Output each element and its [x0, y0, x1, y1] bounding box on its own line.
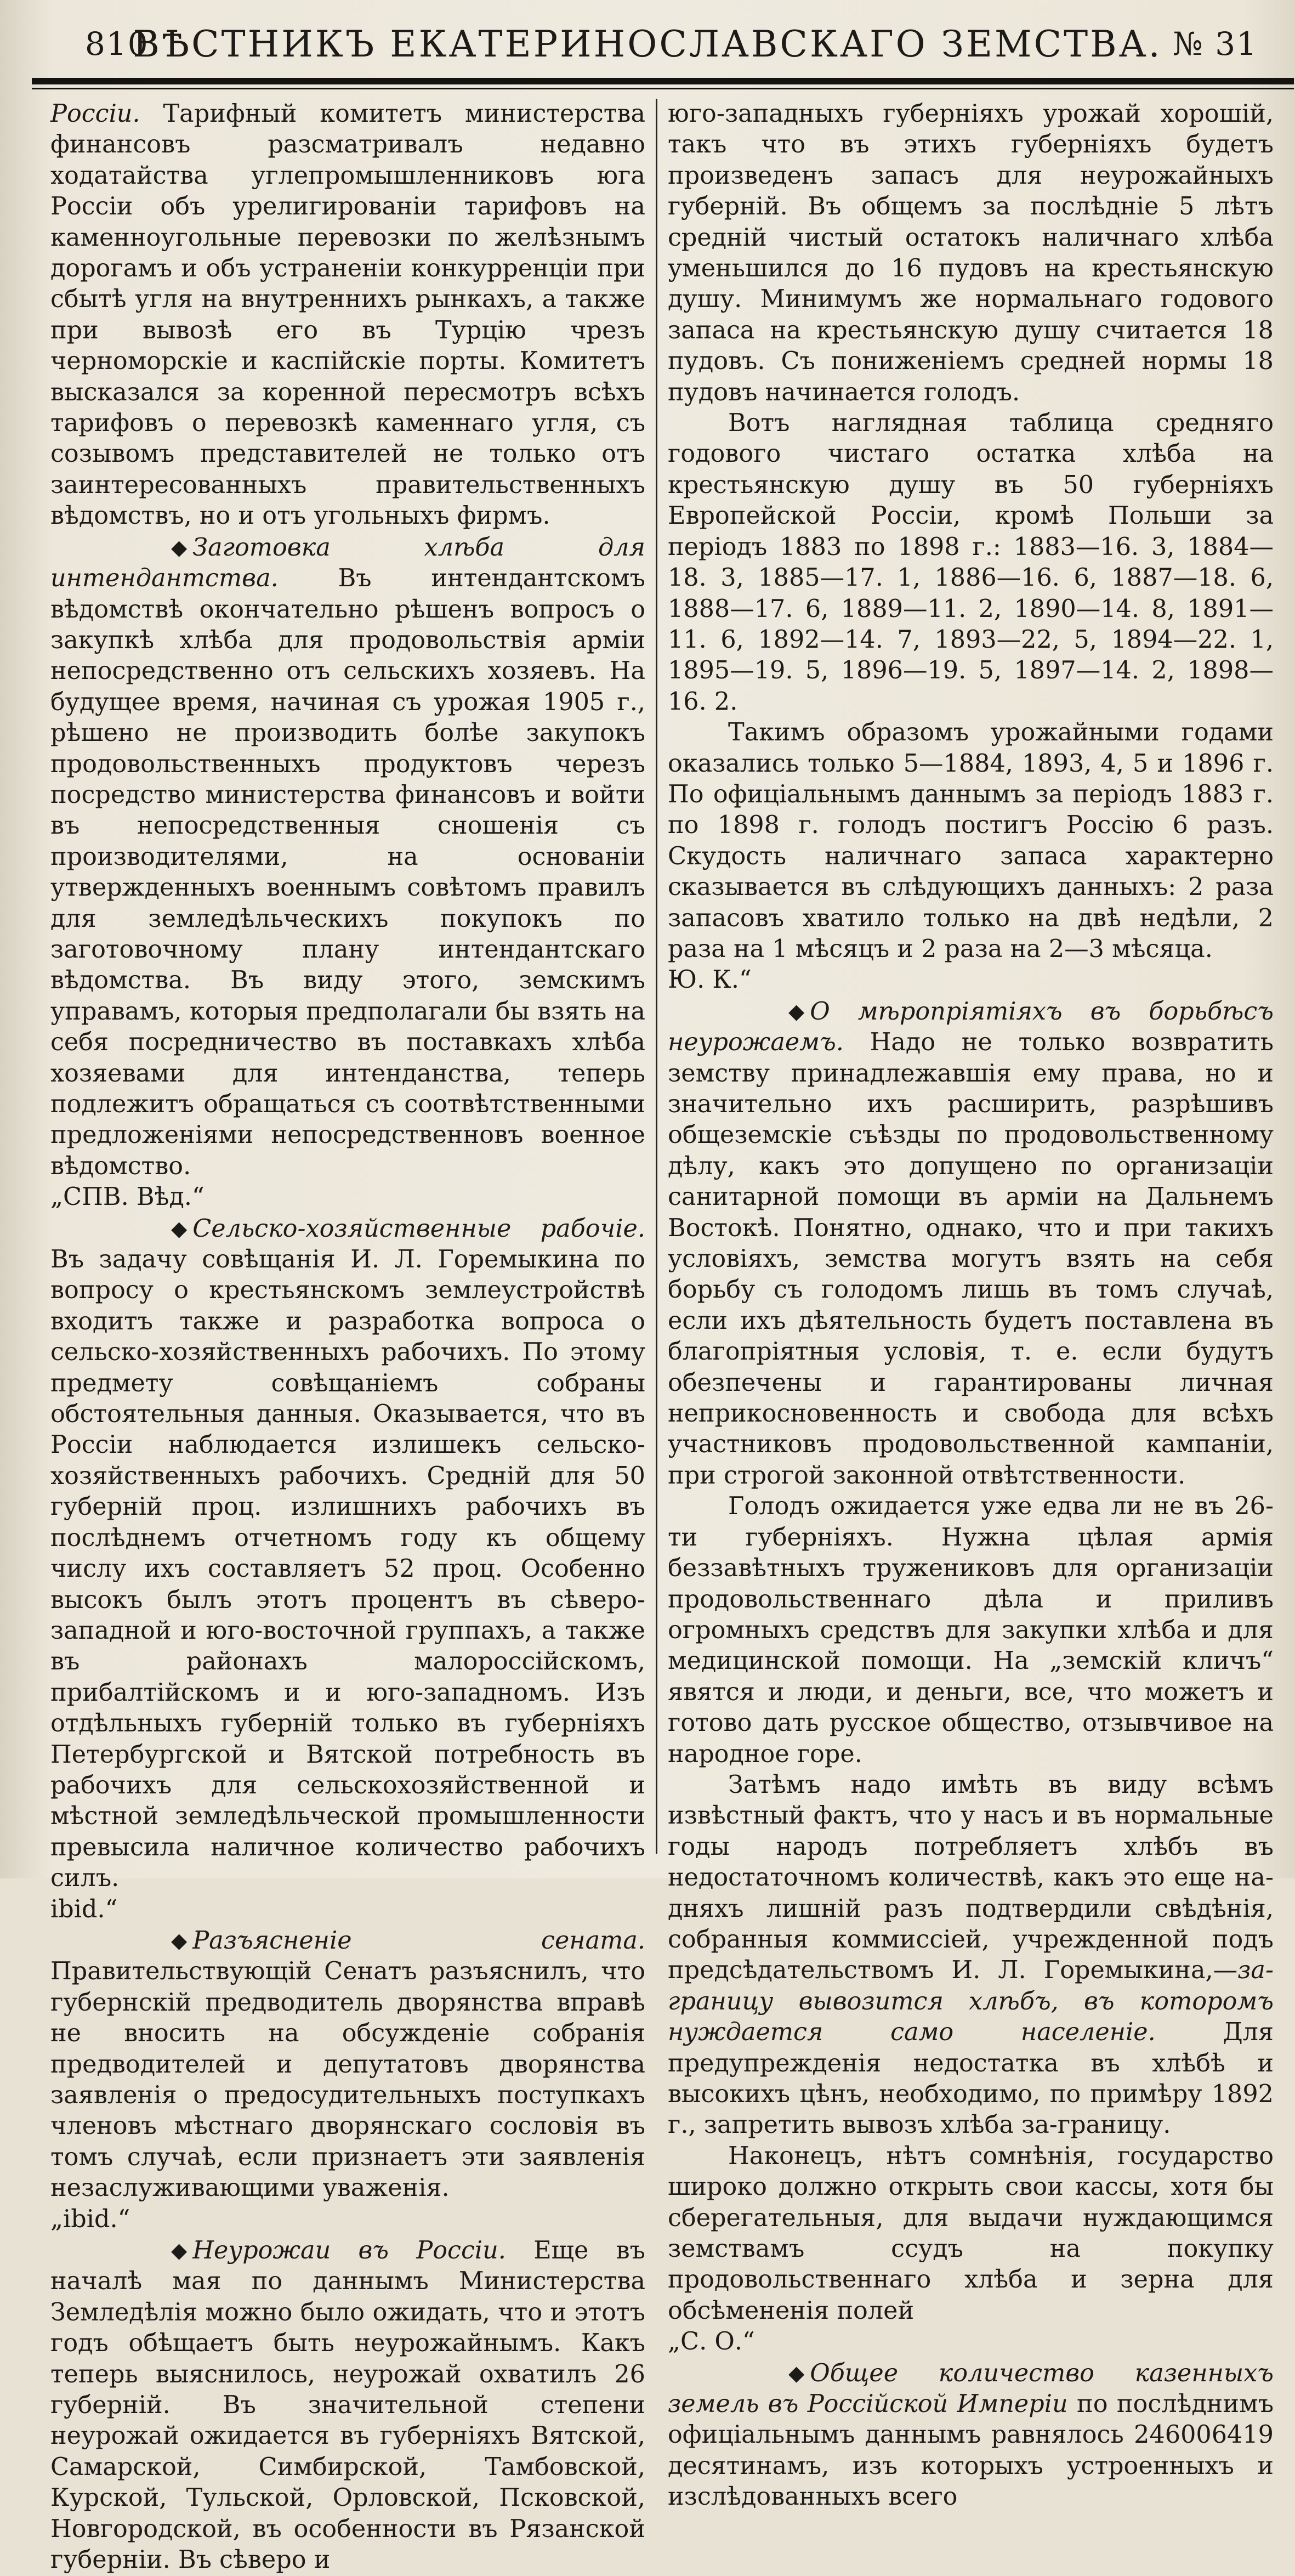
article-crop-failures — [50, 2235, 645, 2575]
header-rule-thick — [32, 78, 1294, 84]
state-loans-paragraph — [668, 2141, 1274, 2326]
left-column — [50, 99, 645, 2574]
article-signature: „ibid.“ — [50, 2205, 130, 2233]
grain-export-paragraph — [668, 1770, 1274, 2141]
diamond-bullet-icon: ◆ — [788, 999, 805, 1023]
article-text: юго-западныхъ губерніяхъ урожай хорошій, такъ что въ этихъ губерніяхъ будетъ произведенъ запасъ для неурожайныхъ губерній. Въ общемъ за послѣдніе 5 лѣтъ средній чистый остатокъ наличнаго хлѣба уменьшился до 16 пудовъ на крестьянскую душу. Минимумъ же нормальнаго годового запаса на крестьянскую душу считается 18 пудовъ. Съ пониженіемъ средней нормы 18 пудовъ начинается голодъ. — [668, 100, 1274, 406]
right-column — [668, 99, 1274, 2511]
article-text: по послѣднимъ офиціальнымъ даннымъ равнялось 246006419 десятинамъ, изъ которыхъ устроенныхъ и изслѣдованныхъ всего — [668, 2390, 1274, 2511]
page-header — [33, 15, 1262, 76]
emphasized-text: за-границу вывозится хлѣбъ, въ которомъ нуждается само населеніе. — [668, 1956, 1274, 2047]
article-title: Неурожаи въ Россіи. — [192, 2237, 506, 2265]
article-text: Тарифный комитетъ министерства финансовъ разсматривалъ недавно ходатайства углепромышленниковъ юга Россіи объ урелигированіи тарифовъ на каменноугольные перевозки по желѣзнымъ дорогамъ и объ устраненіи конкурренціи при сбытѣ угля на внутреннихъ рынкахъ, а также при вывозѣ его въ Турцію чрезъ черноморскіе и каспійскіе порты. Комитетъ высказался за коренной пересмотръ всѣхъ тарифовъ о перевозкѣ каменнаго угля, съ созывомъ представителей не только отъ заинтересованныхъ правительственныхъ вѣдомствъ, но и отъ угольныхъ фирмъ. — [50, 100, 645, 530]
article-state-lands — [668, 2358, 1274, 2513]
article-tariff-continuation — [50, 99, 645, 532]
article-text: Затѣмъ надо имѣть въ виду всѣмъ извѣстный фактъ, что у насъ и въ нормальные годы народъ потребляетъ хлѣбъ въ недостаточномъ количествѣ, какъ это еще на-дняхъ лишній разъ подтвердили свѣдѣнія, собранныя коммиссіей, учрежденной подъ предсѣдательствомъ И. Л. Горемыкина,— — [668, 1770, 1274, 1985]
header-rule-thin — [32, 88, 1294, 89]
diamond-bullet-icon: ◆ — [788, 2360, 805, 2385]
article-signature: Ю. К.“ — [668, 966, 752, 994]
article-text: Наконецъ, нѣтъ сомнѣнія, государство широко должно открыть свои кассы, хотя бы сберегательныя, для выдачи нуждающимся земствамъ ссудъ на покупку продовольственнаго хлѣба и зерна для обсѣмененія полей — [668, 2142, 1274, 2325]
column-divider — [656, 99, 657, 1854]
article-farm-workers — [50, 1213, 645, 1894]
article-text: Правительствующій Сенатъ разъяснилъ, что губернскій предводитель дворянства вправѣ не вносить на обсужденіе собранія предводителей и депутатовъ дворянства заявленія о предосудительныхъ поступкахъ членовъ мѣстнаго дворянскаго сословія въ томъ случаѣ, если признаетъ эти заявленія незаслуживающими уваженія. — [50, 1957, 645, 2203]
article-text: Вотъ наглядная таблица средняго годового чистаго остатка хлѣба на крестьянскую душу въ 50 губерніяхъ Европейской Россіи, кромѣ Польши за періодъ 1883 по 1898 г.: 1883—16. 3, 1884—18. 3, 1885—17. 1, 1886—16. 6, 1887—18. 6, 1888—17. 6, 1889—11. 2, 1890—14. 8, 1891—11. 6, 1892—14. 7, 1893—22, 5, 1894—22. 1, 1895—19. 5, 1896—19. 5, 1897—14. 2, 1898—16. 2. — [668, 409, 1274, 716]
diamond-bullet-icon: ◆ — [171, 1928, 188, 1952]
article-crop-failures-continuation — [668, 99, 1274, 408]
journal-title: ВѢСТНИКЪ ЕКАТЕРИНОСЛАВСКАГО ЗЕМСТВА. — [133, 23, 1162, 65]
article-grain-procurement — [50, 532, 645, 1182]
article-text: Въ интендантскомъ вѣдомствѣ окончательно рѣшенъ вопросъ о закупкѣ хлѣба для продовольствія арміи непосредственно отъ сельскихъ хозяевъ. На будущее время, начиная съ урожая 1905 г., рѣшено не производить болѣе закупокъ продовольственныхъ продуктовъ черезъ посредство министерства финансовъ и войти въ непосредственныя сношенія съ производителями, на основаніи утвержденныхъ военнымъ совѣтомъ правилъ для земледѣльческихъ покупокъ по заготовочному плану интендантскаго вѣдомства. Въ виду этого, земскимъ управамъ, которыя предполагали бы взять на себя посредничество въ поставкахъ хлѣба хозяевами для интенданства, теперь подлежитъ обращаться съ соотвѣтственными предложеніями непосредственновъ военное вѣдомство. — [50, 564, 645, 1180]
article-text: Для предупрежденія недостатка въ хлѣбѣ и высокихъ цѣнъ, необходимо, по примѣру 1892 г., запретить вывозъ хлѣба за-границу. — [668, 2018, 1274, 2139]
diamond-bullet-icon: ◆ — [171, 1216, 188, 1241]
article-title: Заготовка хлѣба для интендантства. — [50, 533, 645, 593]
diamond-bullet-icon: ◆ — [171, 2238, 188, 2263]
grain-reserve-table-paragraph — [668, 408, 1274, 717]
famine-paragraph — [668, 1491, 1274, 1770]
article-text: Еще въ началѣ мая по даннымъ Министерства Земледѣлія можно было ожидать, что и этотъ годъ обѣщаетъ быть неурожайнымъ. Какъ теперь выяснилось, неурожай охватилъ 26 губерній. Въ значительной степени неурожай ожидается въ губерніяхъ Вятской, Самарской, Симбирской, Тамбовской, Курской, Тульской, Орловской, Псковской, Новгородской, въ особенности въ Рязанской губерніи. Въ сѣверо и — [50, 2237, 645, 2574]
article-signature: „С. О.“ — [668, 2328, 755, 2356]
article-title: Разъясненіе сената. — [192, 1926, 645, 1955]
page-number: 810 — [85, 25, 149, 63]
article-senate-clarification — [50, 1925, 645, 2204]
article-signature: „СПВ. Вѣд.“ — [50, 1183, 205, 1211]
issue-number: № 31 — [1172, 25, 1258, 63]
article-text: Въ задачу совѣщанія И. Л. Горемыкина по вопросу о крестьянскомъ землеустройствѣ входитъ также и разработка вопроса о сельско-хозяйственныхъ рабочихъ. По этому предмету совѣщаніемъ собраны обстоятельныя данныя. Оказывается, что въ Россіи наблюдается излишекъ сельско-хозяйственныхъ рабочихъ. Средній для 50 губерній проц. излишнихъ рабочихъ въ послѣднемъ отчетномъ году къ общему числу ихъ составляетъ 52 проц. Особенно высокъ былъ этотъ процентъ въ сѣверо-западной и юго-восточной группахъ, а также въ районахъ малороссійскомъ, прибалтійскомъ и и юго-западномъ. Изъ отдѣльныхъ губерній только въ губерніяхъ Петербургской и Вятской потребность въ рабочихъ для сельскохозяйственной и мѣстной земледѣльческой промышленности превысила наличное количество рабочихъ силъ. — [50, 1245, 645, 1893]
article-title: Сельско-хозяйственные рабочіе. — [192, 1214, 645, 1243]
article-text: Надо не только возвратить земству принадлежавшія ему права, но и значительно ихъ расширить, разрѣшивъ общеземскіе съѣзды по продовольственному дѣлу, какъ это допущено по организаціи санитарной помощи въ арміи на Дальнемъ Востокѣ. Понятно, однако, что и при такихъ условіяхъ, земства могутъ взять на себя борьбу съ голодомъ лишь въ томъ случаѣ, если ихъ дѣятельность будетъ поставлена въ благопріятныя условія, т. е. если будутъ обезпечены и гарантированы личная неприкосновенность и свобода для всѣхъ участниковъ продовольственной кампаніи, при строгой законной отвѣтственности. — [668, 1028, 1274, 1490]
diamond-bullet-icon: ◆ — [171, 535, 188, 559]
article-famine-measures — [668, 996, 1274, 1492]
article-text: Такимъ образомъ урожайными годами оказались только 5—1884, 1893, 4, 5 и 1896 г. По офиціальнымъ даннымъ за періодъ 1883 г. по 1898 г. голодъ постигъ Россію 6 разъ. Скудость наличнаго запаса характерно сказывается въ слѣдующихъ данныхъ: 2 раза запасовъ хватило только на двѣ недѣли, 2 раза на 1 мѣсяцъ и 2 раза на 2—3 мѣсяца. — [668, 718, 1274, 963]
article-title: Общее количество казенныхъ земель въ Россійской Имперіи — [668, 2359, 1274, 2419]
article-text: Голодъ ожидается уже едва ли не въ 26-ти губерніяхъ. Нужна цѣлая армія беззавѣтныхъ тружениковъ для организаціи продовольственнаго дѣла и приливъ огромныхъ средствъ для закупки хлѣба и для медицинской помощи. На „земскій кличъ“ явятся и люди, и деньги, все, что можетъ и готово дать русское общество, отзывчивое на народное горе. — [668, 1492, 1274, 1768]
article-signature: ibid.“ — [50, 1895, 118, 1923]
lead-word: Россіи. — [50, 100, 140, 128]
article-title: О мѣропріятіяхъ въ борьбѣсъ неурожаемъ. — [668, 997, 1274, 1057]
harvest-summary-paragraph — [668, 717, 1274, 965]
